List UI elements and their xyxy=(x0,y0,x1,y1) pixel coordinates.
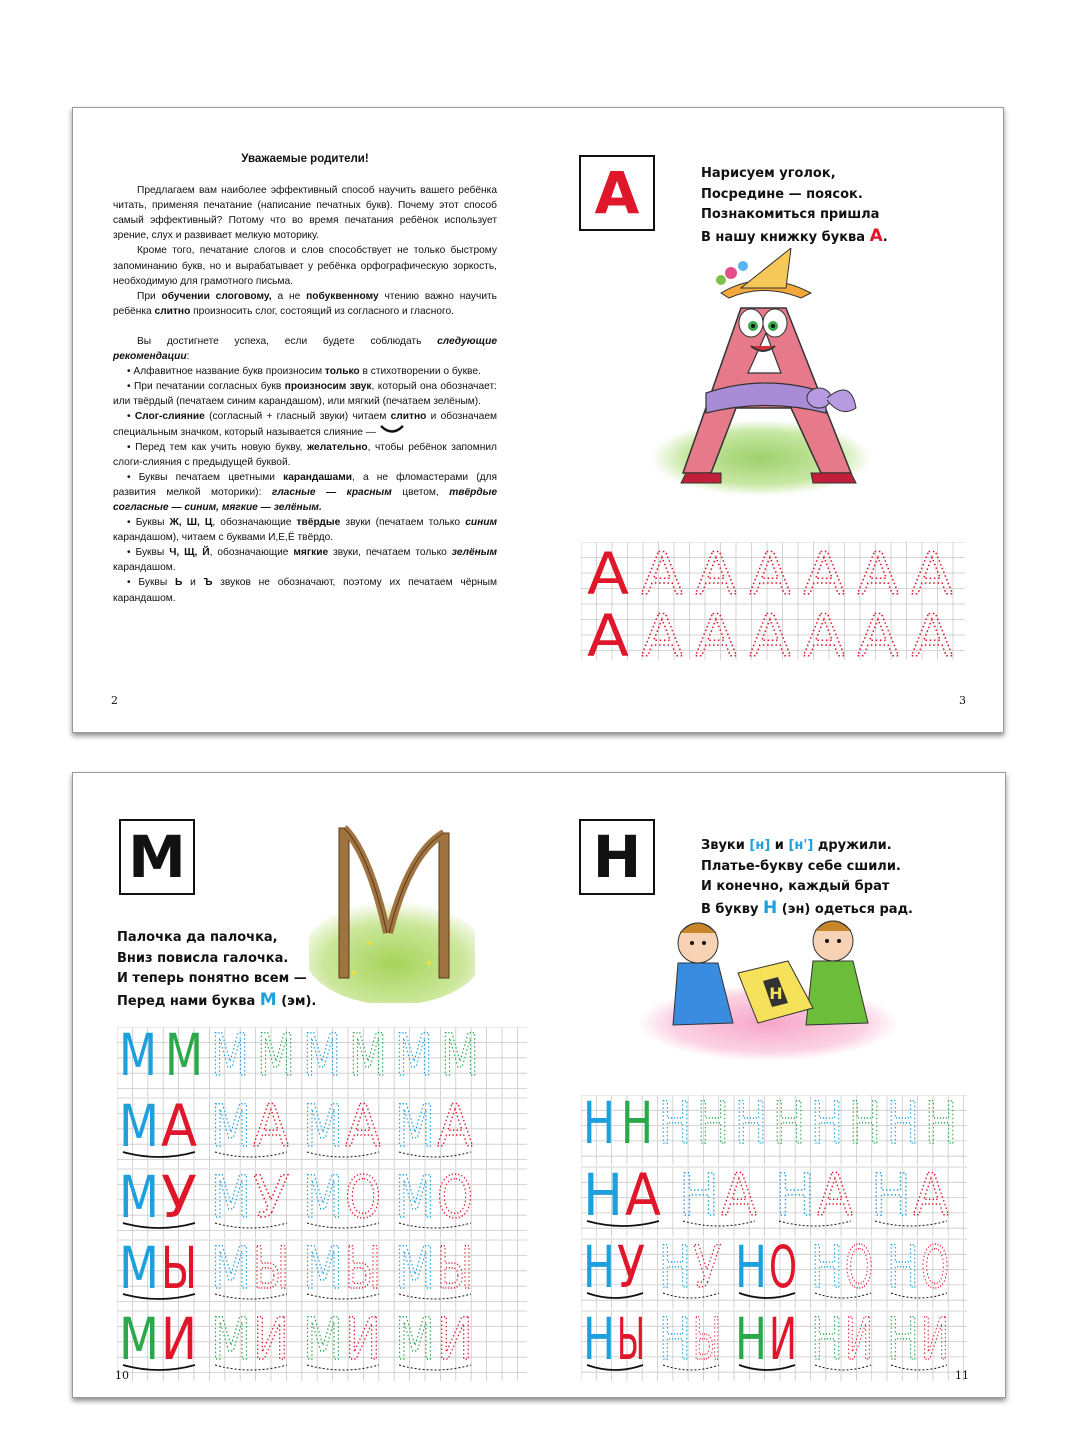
practice-letter-a: А xyxy=(749,602,792,660)
practice-letter-n: Н xyxy=(697,1095,729,1157)
practice-letter-m: М xyxy=(349,1027,387,1089)
practice-letter-n: Н xyxy=(849,1095,881,1157)
practice-letter-m: М xyxy=(303,1027,341,1089)
page-number: 3 xyxy=(959,694,966,707)
practice-letter-n: Н xyxy=(735,1095,767,1157)
practice-letter-n: Н xyxy=(811,1095,843,1157)
poem-line: Перед нами буква М (эм). xyxy=(117,989,317,1010)
practice-syllable-vowel: О xyxy=(437,1163,473,1231)
practice-letter-m: М xyxy=(211,1027,249,1089)
practice-syllable-vowel: И xyxy=(845,1305,873,1373)
book-spread-2 xyxy=(72,772,1006,1398)
poem-line: Посредине — поясок. xyxy=(701,186,863,202)
kids-shirt-letter: Н xyxy=(769,984,783,1003)
poem-a xyxy=(701,164,888,248)
intro-paragraph: При обучении слоговому, а не побуквенному чтению важно научить ребёнка слитно произносить слог, состоящий из согласного и гласного. xyxy=(113,290,497,317)
practice-syllable-vowel: А xyxy=(253,1092,290,1160)
practice-syllable-vowel: И xyxy=(437,1305,473,1373)
practice-syllable-vowel: У xyxy=(161,1163,197,1231)
practice-letter-m: М xyxy=(257,1027,295,1089)
practice-letter-a: А xyxy=(857,602,900,660)
practice-letter-a: А xyxy=(695,542,738,608)
practice-syllable-consonant: М xyxy=(211,1092,251,1160)
intro-paragraph: Предлагаем вам наиболее эффективный способ научить вашего ребёнка читать, применяя печатание (написание печатных букв). Почему этот способ самый эффективный? Потому что во время печатания ребёнок использует зрение, слух и развивает мелкую моторику. xyxy=(113,185,497,242)
practice-syllable-consonant: М xyxy=(395,1092,435,1160)
practice-syllable-consonant: М xyxy=(211,1163,251,1231)
practice-syllable-vowel: О xyxy=(845,1233,873,1301)
book-spread-1 xyxy=(72,107,1004,733)
practice-letter-a: А xyxy=(641,542,684,608)
practice-syllable-vowel: У xyxy=(617,1233,645,1301)
practice-letter-a: А xyxy=(695,602,738,660)
practice-syllable-consonant: Н xyxy=(811,1305,843,1373)
poem-m xyxy=(117,928,316,1012)
practice-syllable-vowel: И xyxy=(345,1305,381,1373)
practice-syllable-vowel: А xyxy=(625,1161,662,1229)
practice-syllable-consonant: Н xyxy=(735,1233,767,1301)
branch-letter-m-illustration xyxy=(309,813,475,1003)
practice-letter-a: А xyxy=(749,542,792,608)
practice-syllable-consonant: М xyxy=(119,1305,159,1373)
practice-syllable-vowel: А xyxy=(817,1161,854,1229)
poem-line: И конечно, каждый брат xyxy=(701,879,890,894)
practice-syllable-consonant: Н xyxy=(887,1305,919,1373)
poem-line: В букву Н (эн) одеться рад. xyxy=(701,897,914,918)
practice-syllable-consonant: М xyxy=(395,1163,435,1231)
practice-letter-n: Н xyxy=(773,1095,805,1157)
practice-syllable-vowel: О xyxy=(921,1233,949,1301)
practice-syllable-vowel: Ы xyxy=(161,1234,197,1302)
practice-syllable-consonant: Н xyxy=(679,1161,719,1229)
intro-title: Уважаемые родители! xyxy=(241,153,369,165)
poem-line: Познакомиться пришла xyxy=(701,207,880,222)
practice-letter-m: М xyxy=(395,1027,433,1089)
recommendation-item: • Перед тем как учить новую букву, желательно, чтобы ребёнок запомнил слоги-слияния с предыдущей буквой. xyxy=(113,440,497,470)
practice-syllable-consonant: Н xyxy=(811,1233,843,1301)
practice-syllable-consonant: М xyxy=(303,1234,343,1302)
intro-paragraph: Вы достигнете успеха, если будете соблюдать следующие рекомендации: xyxy=(113,335,497,363)
page-number: 2 xyxy=(111,694,118,707)
practice-letter-n: Н xyxy=(925,1095,957,1157)
kids-sewing-illustration xyxy=(638,913,898,1063)
practice-letter-a: А xyxy=(587,602,630,660)
practice-letter-m: М xyxy=(165,1027,203,1089)
practice-syllable-consonant: М xyxy=(395,1234,435,1302)
practice-syllable-consonant: Н xyxy=(871,1161,911,1229)
recommendation-item: • Буквы Ж, Ш, Ц, обозначающие твёрдые звуки (печатаем только синим карандашом), читаем с буквами И,Е,Ё твёрдо. xyxy=(113,515,497,545)
practice-syllable-consonant: Н xyxy=(775,1161,815,1229)
practice-syllable-consonant: М xyxy=(303,1092,343,1160)
practice-syllable-vowel: Ы xyxy=(253,1234,289,1302)
recommendation-item: • Слог-слияние (согласный + гласный звуки) читаем слитно и обозначаем специальным значком, который называется слияние — xyxy=(113,409,497,439)
practice-syllable-consonant: Н xyxy=(583,1233,615,1301)
practice-syllable-vowel: А xyxy=(345,1092,382,1160)
poem-n xyxy=(701,836,913,920)
practice-syllable-vowel: И xyxy=(769,1305,797,1373)
practice-letter-a: А xyxy=(803,542,846,608)
practice-syllable-consonant: Н xyxy=(583,1305,615,1373)
poem-line: Платье-букву себе сшили. xyxy=(701,858,901,874)
practice-syllable-vowel: И xyxy=(253,1305,289,1373)
poem-line: Палочка да палочка, xyxy=(117,930,278,945)
practice-letter-n: Н xyxy=(621,1095,653,1157)
practice-syllable-vowel: Ы xyxy=(345,1234,381,1302)
parents-intro xyxy=(113,148,497,606)
practice-syllable-vowel: Ы xyxy=(437,1234,473,1302)
poem-line: И теперь понятно всем — xyxy=(117,971,307,986)
page-number: 10 xyxy=(115,1369,129,1382)
practice-syllable-consonant: Н xyxy=(887,1233,919,1301)
recommendation-item: • Буквы Ч, Щ, Й, обозначающие мягкие звуки, печатаем только зелёным карандашом. xyxy=(113,545,497,575)
practice-letter-m: М xyxy=(441,1027,479,1089)
practice-syllable-consonant: М xyxy=(119,1092,159,1160)
poem-line: В нашу книжку буква А. xyxy=(701,225,888,246)
practice-letter-a: А xyxy=(587,542,630,608)
practice-syllable-vowel: А xyxy=(437,1092,474,1160)
practice-syllable-vowel: И xyxy=(921,1305,949,1373)
practice-syllable-consonant: М xyxy=(119,1234,159,1302)
practice-syllable-vowel: У xyxy=(253,1163,289,1231)
recommendation-item: • При печатании согласных букв произносим звук, который она обозначает: или твёрдый (печатаем синим карандашом), или мягкий (печатаем зелёным). xyxy=(113,379,497,409)
letter-box-m: М xyxy=(119,819,195,895)
practice-syllable-consonant: Н xyxy=(583,1161,623,1229)
practice-letter-a: А xyxy=(911,542,954,608)
letter-a-character-illustration xyxy=(651,248,881,498)
practice-letter-a: А xyxy=(857,542,900,608)
practice-syllable-vowel: Ы xyxy=(617,1305,645,1373)
practice-letter-n: Н xyxy=(659,1095,691,1157)
recommendation-item: • Буквы Ь и Ъ звуков не обозначают, поэтому их печатаем чёрным карандашом. xyxy=(113,575,497,605)
practice-syllable-vowel: А xyxy=(721,1161,758,1229)
practice-syllable-consonant: М xyxy=(395,1305,435,1373)
practice-syllable-consonant: Н xyxy=(735,1305,767,1373)
practice-syllable-consonant: М xyxy=(303,1305,343,1373)
practice-syllable-consonant: М xyxy=(303,1163,343,1231)
poem-line: Нарисуем уголок, xyxy=(701,166,836,181)
letter-box-a: А xyxy=(579,155,655,231)
practice-syllable-vowel: О xyxy=(769,1233,797,1301)
page-number: 11 xyxy=(955,1369,969,1382)
practice-syllable-vowel: А xyxy=(161,1092,198,1160)
practice-syllable-consonant: Н xyxy=(659,1233,691,1301)
poem-line: Звуки [н] и [н'] дружили. xyxy=(701,838,892,853)
practice-syllable-consonant: М xyxy=(211,1234,251,1302)
practice-syllable-vowel: А xyxy=(913,1161,950,1229)
practice-letter-m: М xyxy=(119,1027,157,1089)
practice-syllable-vowel: И xyxy=(161,1305,197,1373)
practice-syllable-consonant: М xyxy=(119,1163,159,1231)
practice-letter-a: А xyxy=(911,602,954,660)
practice-letter-n: Н xyxy=(887,1095,919,1157)
practice-letter-n: Н xyxy=(583,1095,615,1157)
practice-syllable-vowel: О xyxy=(345,1163,381,1231)
practice-syllable-consonant: М xyxy=(211,1305,251,1373)
merge-sign-icon xyxy=(379,425,405,435)
practice-letter-a: А xyxy=(803,602,846,660)
recommendation-item: • Буквы печатаем цветными карандашами, а не фломастерами (для развития мелкой моторики): гласные — красным цветом, твёрдые согласные — синим, мягкие — зелёным. xyxy=(113,470,497,515)
letter-box-n: Н xyxy=(579,819,655,895)
intro-paragraph: Кроме того, печатание слогов и слов способствует не только быстрому запоминанию букв, но и вырабатывает у ребёнка орфографическую зоркость, необходимую для грамотного письма. xyxy=(113,245,497,287)
practice-syllable-consonant: Н xyxy=(659,1305,691,1373)
poem-line: Вниз повисла галочка. xyxy=(117,950,289,966)
letter-a-practice-grid xyxy=(581,542,965,660)
practice-syllable-vowel: Ы xyxy=(693,1305,721,1373)
n-syllables-practice-grid xyxy=(581,1095,967,1383)
practice-syllable-vowel: У xyxy=(693,1233,721,1301)
practice-letter-a: А xyxy=(641,602,684,660)
m-syllables-practice-grid xyxy=(117,1027,527,1381)
recommendation-item: • Алфавитное название букв произносим только в стихотворении о букве. xyxy=(113,364,497,379)
